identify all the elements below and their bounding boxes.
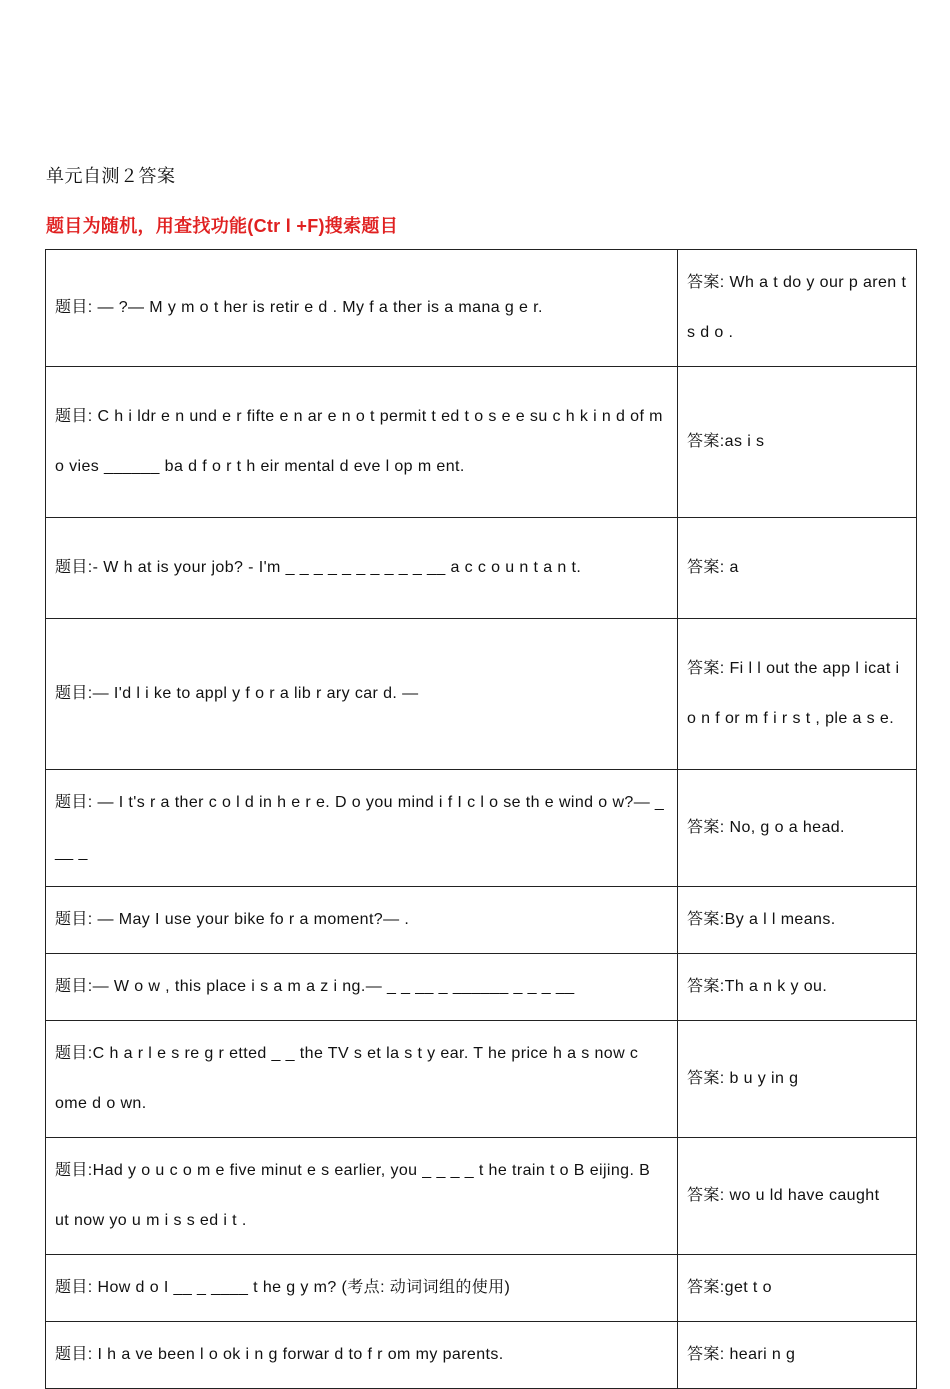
table-row: [46, 619, 917, 770]
question-cell: 题目: C h i ldr e n und e r fifte e n ar e n o t permit t ed t o s e e su c h k i n d of m o vies ______ ba d f o r t h eir mental d eve l op m ent.: [46, 367, 678, 518]
answer-cell: 答案: a: [678, 518, 917, 619]
table-row: [46, 954, 917, 1021]
question-cell: 题目: I h a ve been l o ok i n g forwar d to f r om my parents.: [46, 1322, 678, 1389]
question-cell: 题目:- W h at is your job? - I'm _ _ _ _ _ _ _ _ _ _ __ a c c o u n t a n t.: [46, 518, 678, 619]
question-cell: 题目:— I'd l i ke to appl y f o r a lib r ary car d. —: [46, 619, 678, 770]
question-cell: 题目:Had y o u c o m e five minut e s earlier, you _ _ _ _ t he train t o B eijing. B ut now yo u m i s s ed i t .: [46, 1138, 678, 1255]
answer-cell: 答案:By a l l means.: [678, 887, 917, 954]
answer-cell: 答案: b u y in g: [678, 1021, 917, 1138]
answer-cell: 答案:as i s: [678, 367, 917, 518]
table-row: [46, 1021, 917, 1138]
table-row: [46, 1255, 917, 1322]
answer-cell: 答案: wo u ld have caught: [678, 1138, 917, 1255]
question-cell: 题目:C h a r l e s re g r etted _ _ the TV s et la s t y ear. T he price h a s now c ome d o wn.: [46, 1021, 678, 1138]
question-cell: 题目: How d o I __ _ ____ t he g y m? (考点: 动词词组的使用): [46, 1255, 678, 1322]
answer-cell: 答案:Th a n k y ou.: [678, 954, 917, 1021]
table-row: [46, 250, 917, 367]
table-row: [46, 887, 917, 954]
answer-cell: 答案: Wh a t do y our p aren t s d o .: [678, 250, 917, 367]
search-hint: 题目为随机，用查找功能(Ctr l +F)搜索题目: [46, 216, 398, 236]
answer-cell: 答案: Fi l l out the app l icat i o n f or m f i r s t , ple a s e.: [678, 619, 917, 770]
question-cell: 题目: — ?— M y m o t her is retir e d . My f a ther is a mana g e r.: [46, 250, 678, 367]
question-cell: 题目: — I t's r a ther c o l d in h e r e. D o you mind i f I c l o se th e wind o w?— _ __ _: [46, 770, 678, 887]
table-row: [46, 518, 917, 619]
question-cell: 题目: — May I use your bike fo r a moment?— .: [46, 887, 678, 954]
page-title: 单元自测２答案: [46, 166, 176, 186]
qa-table: [45, 249, 917, 1389]
table-row: [46, 367, 917, 518]
answer-cell: 答案:get t o: [678, 1255, 917, 1322]
table-row: [46, 1138, 917, 1255]
question-cell: 题目:— W o w , this place i s a m a z i ng.— _ _ __ _ ______ _ _ _ __: [46, 954, 678, 1021]
answer-cell: 答案: No, g o a head.: [678, 770, 917, 887]
answer-cell: 答案: heari n g: [678, 1322, 917, 1389]
table-row: [46, 770, 917, 887]
table-row: [46, 1322, 917, 1389]
